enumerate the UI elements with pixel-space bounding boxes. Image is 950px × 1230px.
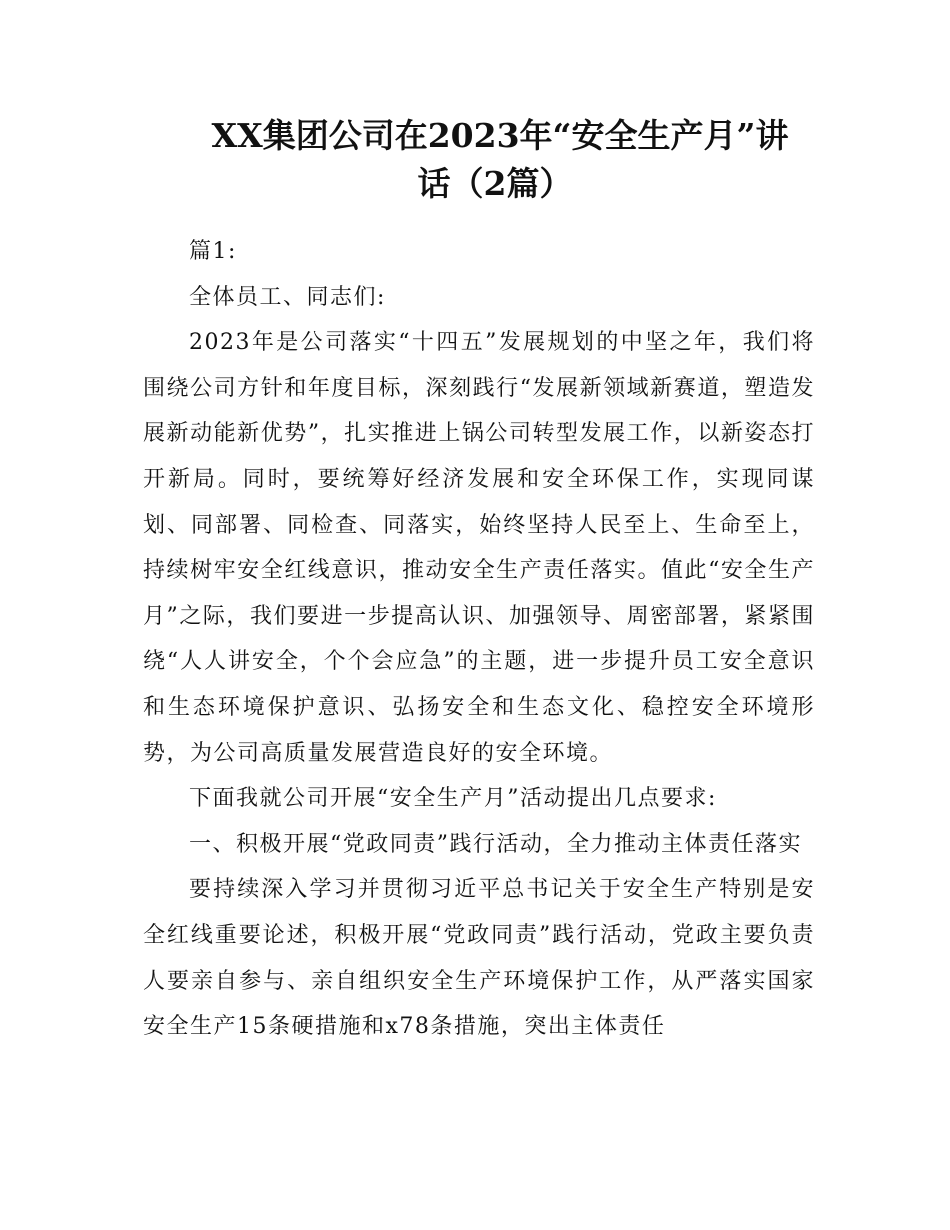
document-title-line-1: XX集团公司在2023年“安全生产月”讲 <box>211 116 789 155</box>
body-paragraph-transition: 下面我就公司开展“安全生产月”活动提出几点要求: <box>189 786 717 812</box>
document-body <box>143 222 815 1050</box>
section-label: 篇1: <box>189 239 237 264</box>
document-title-line-2: 话（2篇） <box>417 164 573 203</box>
body-paragraph-intro: 2023年是公司落实“十四五”发展规划的中坚之年，我们将围绕公司方针和年度目标，深刻践行“发展新领域新赛道，塑造发展新动能新优势”，扎实推进上锅公司转型发展工作，以新姿态打开新局。同时，要统筹好经济发展和安全环保工作，实现同谋划、同部署、同检查、同落实，始终坚持人民至上、生命至上，持续树牢安全红线意识，推动安全生产责任落实。值此“安全生产月”之际，我们要进一步提高认识、加强领导、周密部署，紧紧围绕“人人讲安全，个个会应急”的主题，进一步提升员工安全意识和生态环境保护意识、弘扬安全和生态文化、稳控安全环境形势，为公司高质量发展营造良好的安全环境。 <box>143 330 815 766</box>
section-heading-1: 一、积极开展“党政同责”践行活动，全力推动主体责任落实 <box>189 831 802 857</box>
body-paragraph-section-1: 要持续深入学习并贯彻习近平总书记关于安全生产特别是安全红线重要论述，积极开展“党政同责”践行活动，党政主要负责人要亲自参与、亲自组织安全生产环境保护工作，从严落实国家安全生产15条硬措施和x78条措施，突出主体责任 <box>143 877 815 1040</box>
document-title <box>140 112 820 208</box>
salutation: 全体员工、同志们: <box>189 284 386 310</box>
